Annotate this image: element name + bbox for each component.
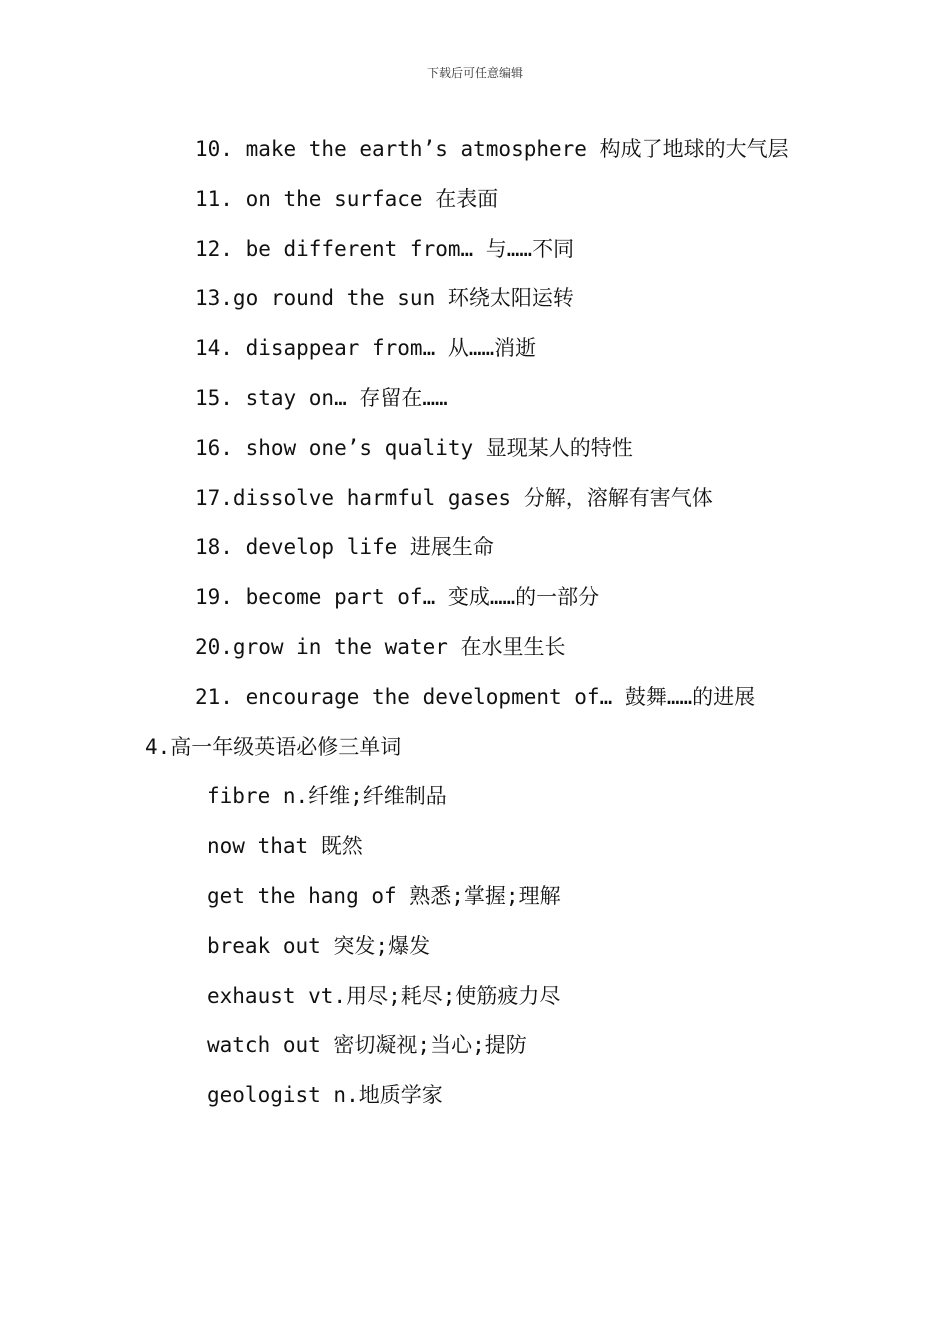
phrase-item: 19. become part of… 变成……的一部分 (195, 585, 600, 610)
phrase-item: 12. be different from… 与……不同 (195, 236, 575, 261)
vocabulary-item: geologist n.地质学家 (207, 1083, 443, 1108)
phrase-item: 16. show one’s quality 显现某人的特性 (195, 435, 633, 460)
section-heading: 4.高一年级英语必修三单词 (145, 734, 402, 759)
vocabulary-item: fibre n.纤维;纤维制品 (207, 784, 447, 809)
phrase-item: 11. on the surface 在表面 (195, 186, 499, 211)
vocabulary-item: break out 突发;爆发 (207, 933, 431, 958)
vocabulary-item: now that 既然 (207, 834, 363, 859)
phrase-item: 14. disappear from… 从……消逝 (195, 336, 537, 361)
document-body (145, 125, 810, 1121)
phrase-item: 18. develop life 进展生命 (195, 535, 494, 560)
phrase-item: 17.dissolve harmful gases 分解，溶解有害气体 (195, 485, 713, 510)
vocabulary-item: watch out 密切凝视;当心;提防 (207, 1033, 527, 1058)
vocabulary-item: exhaust vt.用尽;耗尽;使筋疲力尽 (207, 983, 561, 1008)
page-header: 下载后可任意编辑 (426, 66, 523, 80)
phrase-item: 21. encourage the development of… 鼓舞……的进展 (195, 684, 756, 709)
phrase-item: 15. stay on… 存留在…… (195, 385, 448, 410)
vocabulary-item: get the hang of 熟悉;掌握;理解 (207, 883, 561, 908)
phrase-item: 10. make the earth’s atmosphere 构成了地球的大气层 (195, 137, 789, 161)
phrase-item: 20.grow in the water 在水里生长 (195, 634, 566, 659)
phrase-item: 13.go round the sun 环绕太阳运转 (195, 286, 574, 311)
